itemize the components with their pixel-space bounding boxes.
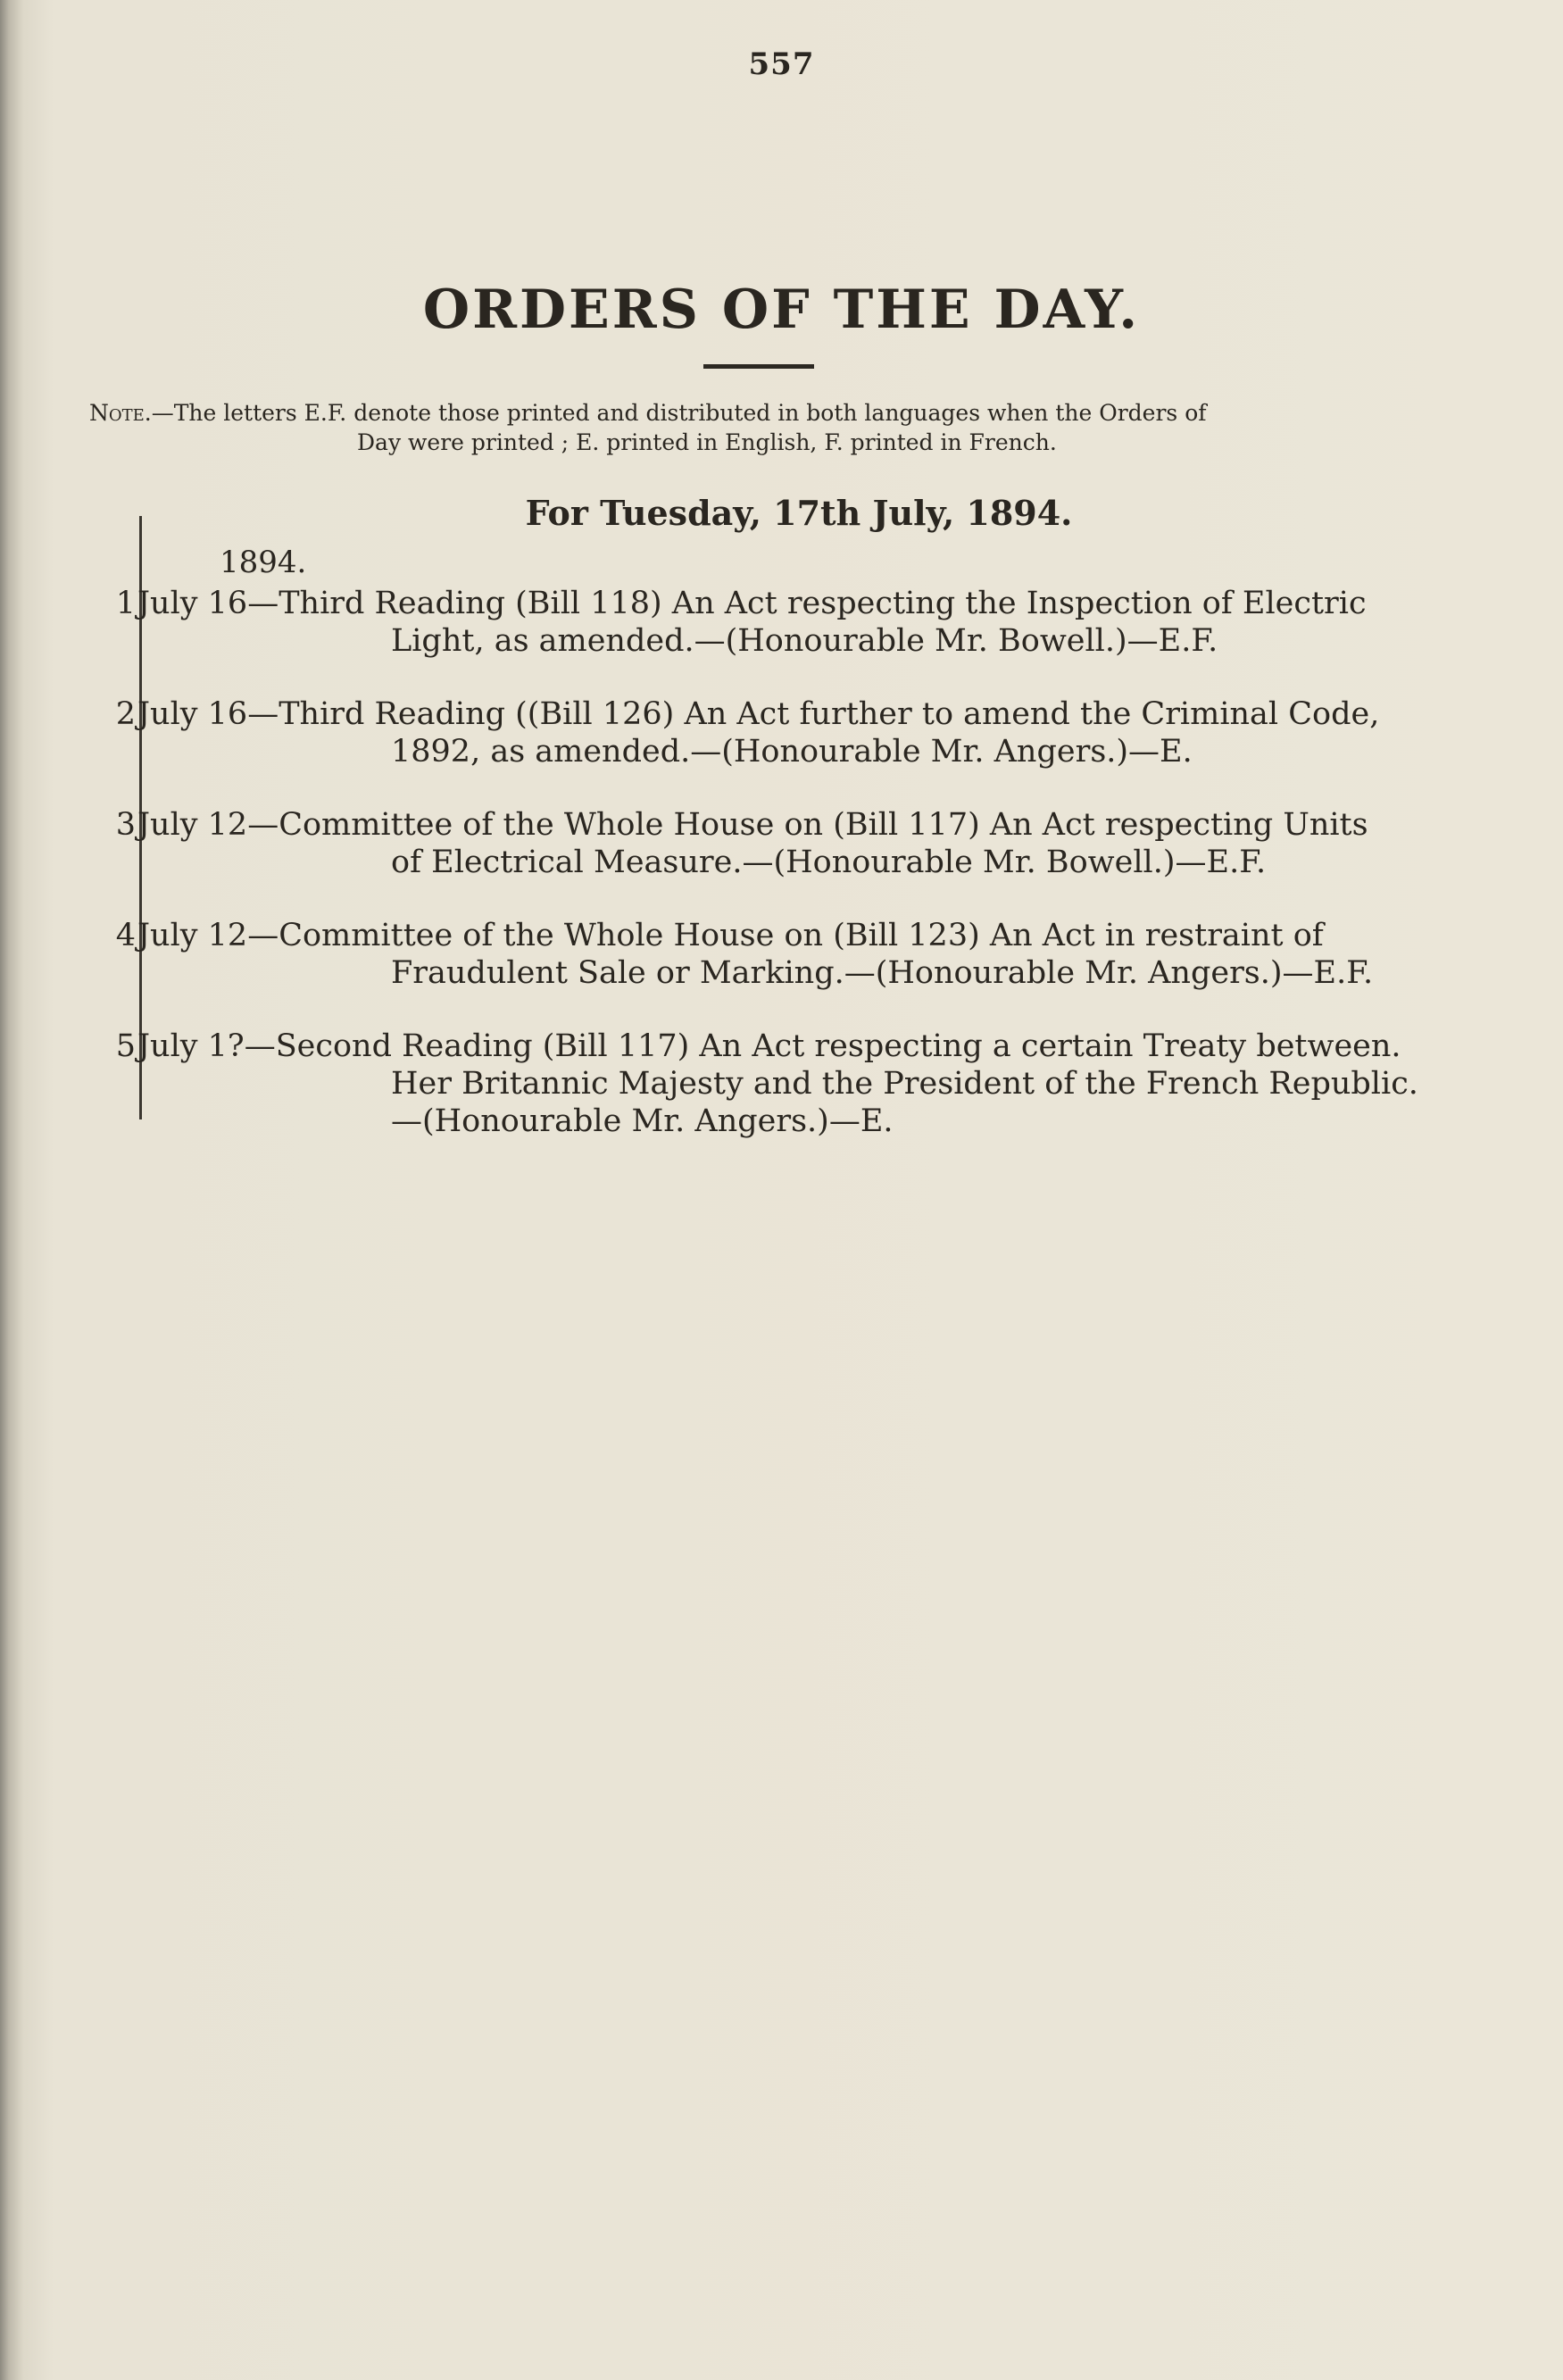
note-line-1 <box>89 398 1401 428</box>
year-label: 1894. <box>220 545 307 580</box>
order-line-2: Her Britannic Majesty and the President of the French Republic. <box>391 1066 1418 1102</box>
title-rule <box>703 364 814 369</box>
order-number: 3 <box>115 807 136 843</box>
order-line-2: 1892, as amended.—(Honourable Mr. Angers.)—E. <box>391 734 1193 770</box>
order-line-2: Fraudulent Sale or Marking.—(Honourable Mr. Angers.)—E.F. <box>391 955 1374 991</box>
order-line-2: of Electrical Measure.—(Honourable Mr. Bowell.)—E.F. <box>391 845 1267 880</box>
order-line-1: July 12—Committee of the Whole House on (Bill 117) An Act respecting Units <box>137 807 1368 843</box>
order-line-1: July 12—Committee of the Whole House on (Bill 123) An Act in restraint of <box>137 918 1324 953</box>
order-line-1: July 16—Third Reading ((Bill 126) An Act further to amend the Criminal Code, <box>137 696 1380 732</box>
order-line-3: —(Honourable Mr. Angers.)—E. <box>391 1103 894 1139</box>
order-number: 2 <box>115 696 136 732</box>
note-line-2: Day were printed ; E. printed in English, F. printed in French. <box>357 429 1057 455</box>
note-paragraph <box>89 398 1401 457</box>
page-number: 557 <box>748 46 815 82</box>
note-text-1: —The letters E.F. denote those printed and distributed in both languages when the Orders of <box>151 400 1207 426</box>
order-line-2: Light, as amended.—(Honourable Mr. Bowell.)—E.F. <box>391 623 1218 659</box>
order-number: 1 <box>115 586 136 621</box>
page-title: ORDERS OF THE DAY. <box>422 279 1141 341</box>
order-line-1: July 1?—Second Reading (Bill 117) An Act respecting a certain Treaty between. <box>137 1028 1401 1064</box>
order-number: 5 <box>115 1028 136 1064</box>
note-label: Note. <box>89 400 152 426</box>
order-line-1: July 16—Third Reading (Bill 118) An Act respecting the Inspection of Electric <box>137 586 1367 621</box>
date-heading: For Tuesday, 17th July, 1894. <box>525 493 1073 533</box>
order-number: 4 <box>115 918 136 953</box>
